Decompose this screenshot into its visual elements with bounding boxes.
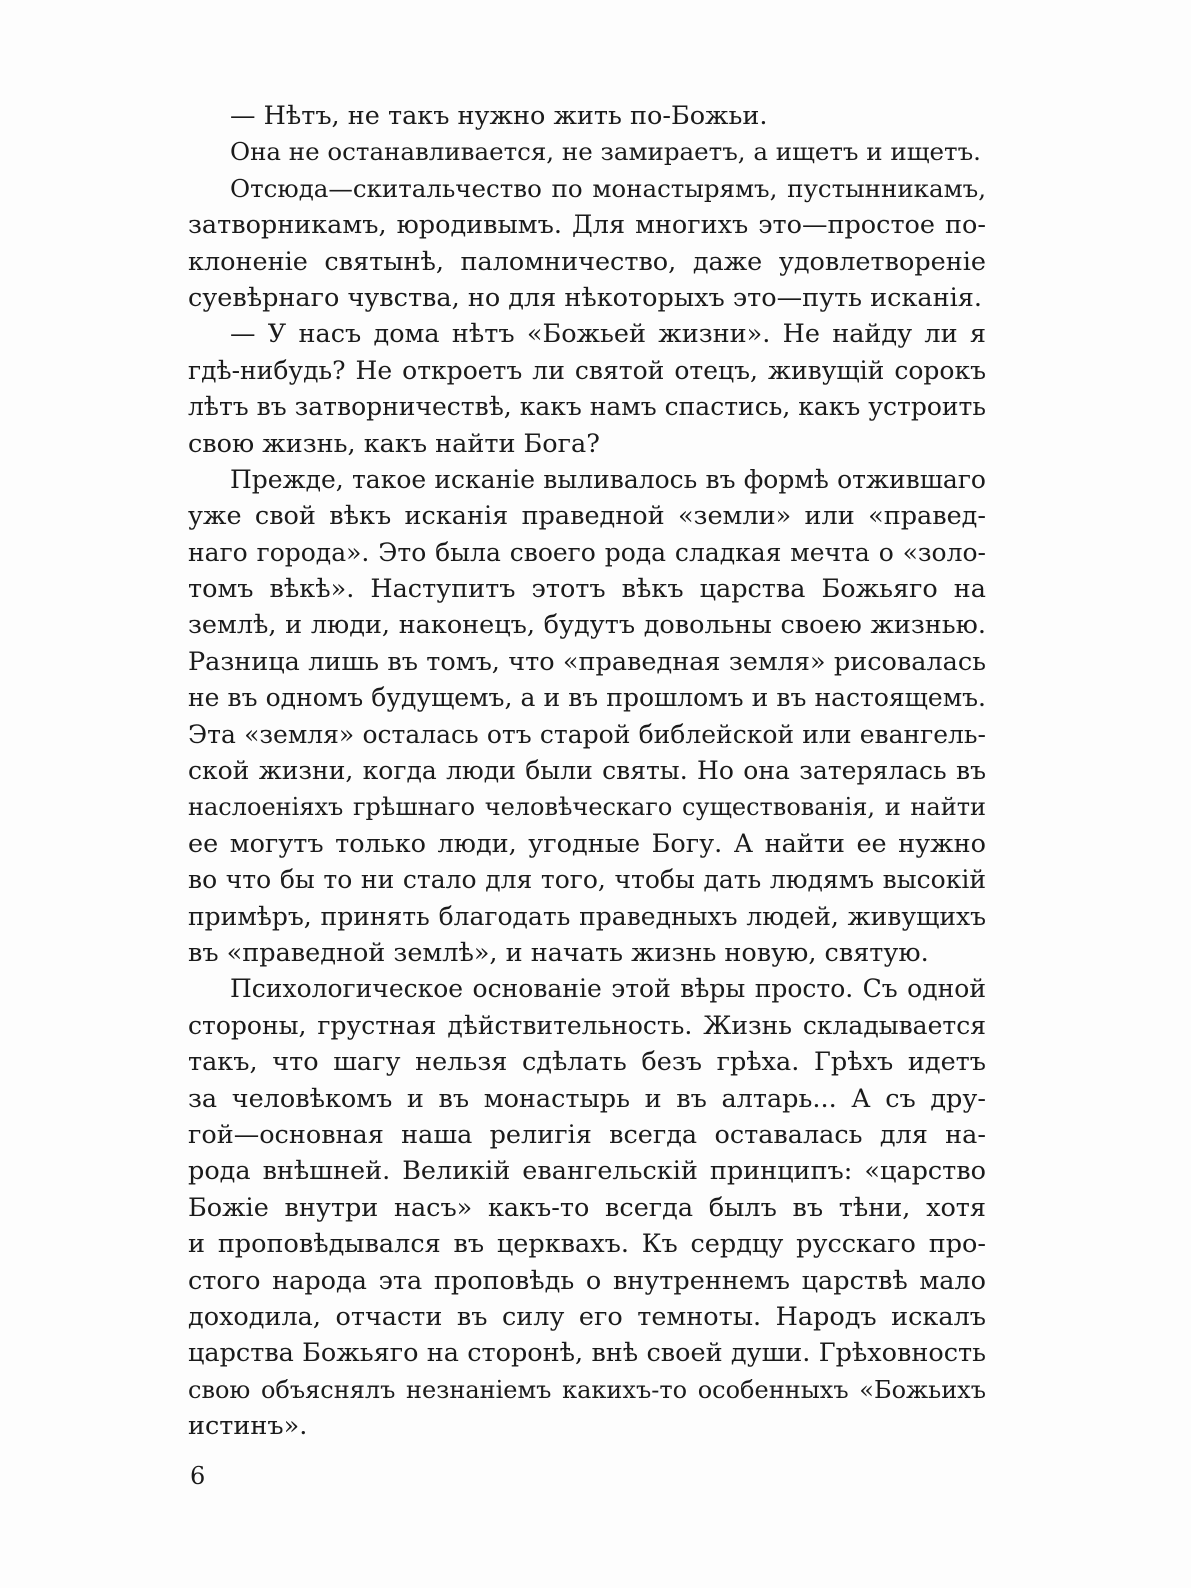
text-line: стого народа эта проповѣдь о внутреннемъ царствѣ мало (188, 1265, 986, 1296)
text-line: рода внѣшней. Великій евангельскій принципъ: «царство (188, 1156, 986, 1187)
text-line: наслоеніяхъ грѣшнаго человѣческаго существованія, и найти (188, 793, 986, 822)
text-line: свою жизнь, какъ найти Бога? (188, 428, 600, 459)
text-line: свою объяснялъ незнаніемъ какихъ-то особенныхъ «Божьихъ (188, 1375, 986, 1404)
text-line: — У насъ дома нѣтъ «Божьей жизни». Не найду ли я (230, 319, 986, 350)
text-line: уже свой вѣкъ исканія праведной «земли» или «правед- (188, 501, 986, 532)
text-line: Разница лишь въ томъ, что «праведная земля» рисовалась (188, 646, 986, 677)
text-line: томъ вѣкѣ». Наступитъ этотъ вѣкъ царства Божьяго на (188, 574, 986, 605)
text-line: стороны, грустная дѣйствительность. Жизнь складывается (188, 1010, 986, 1040)
text-line: Эта «земля» осталась отъ старой библейской или евангель- (188, 719, 986, 749)
text-line: ее могутъ только люди, угодные Богу. А найти ее нужно (188, 828, 986, 859)
text-line: ской жизни, когда люди были святы. Но она затерялась въ (188, 756, 986, 786)
text-line: лѣтъ въ затворничествѣ, какъ намъ спастись, какъ устроить (188, 392, 986, 422)
text-line: гой—основная наша религія всегда оставалась для на- (188, 1119, 986, 1150)
text-line: за человѣкомъ и въ монастырь и въ алтарь... А съ дру- (188, 1083, 986, 1114)
text-line: царства Божьяго на сторонѣ, внѣ своей души. Грѣховность (188, 1338, 986, 1369)
text-line: клоненіе святынѣ, паломничество, даже удовлетвореніе (188, 246, 986, 277)
text-line: примѣръ, принять благодать праведныхъ людей, живущихъ (188, 901, 986, 931)
text-line: Прежде, такое исканіе выливалось въ формѣ отжившаго (230, 464, 986, 494)
text-line: — Нѣтъ, не такъ нужно жить по-Божьи. (230, 101, 768, 131)
text-line: Она не останавливается, не замираетъ, а ищетъ и ищетъ. (230, 137, 981, 167)
text-line: въ «праведной землѣ», и начать жизнь новую, святую. (188, 937, 929, 968)
text-line: истинъ». (188, 1411, 308, 1442)
text-line: гдѣ-нибудь? Не откроетъ ли святой отецъ, живущій сорокъ (188, 355, 986, 385)
body-text (188, 98, 986, 1444)
text-line: не въ одномъ будущемъ, а и въ прошломъ и въ настоящемъ. (188, 683, 986, 713)
text-line: землѣ, и люди, наконецъ, будутъ довольны своею жизнью. (188, 610, 986, 641)
page-number: 6 (190, 1462, 206, 1490)
text-line: Психологическое основаніе этой вѣры просто. Съ одной (230, 974, 986, 1004)
text-line: суевѣрнаго чувства, но для нѣкоторыхъ это—путь исканія. (188, 282, 982, 313)
text-line: Божіе внутри насъ» какъ-то всегда былъ въ тѣни, хотя (188, 1192, 986, 1223)
text-line: и проповѣдывался въ церквахъ. Къ сердцу русскаго про- (188, 1229, 986, 1260)
text-line: во что бы то ни стало для того, чтобы дать людямъ высокій (188, 865, 986, 895)
text-line: Отсюда—скитальчество по монастырямъ, пустынникамъ, (230, 173, 986, 203)
text-line: такъ, что шагу нельзя сдѣлать безъ грѣха. Грѣхъ идетъ (188, 1047, 986, 1078)
text-line: наго города». Это была своего рода сладкая мечта о «золо- (188, 537, 986, 567)
text-line: затворникамъ, юродивымъ. Для многихъ это—простое по- (188, 210, 986, 241)
text-line: доходила, отчасти въ силу его темноты. Народъ искалъ (188, 1301, 986, 1332)
